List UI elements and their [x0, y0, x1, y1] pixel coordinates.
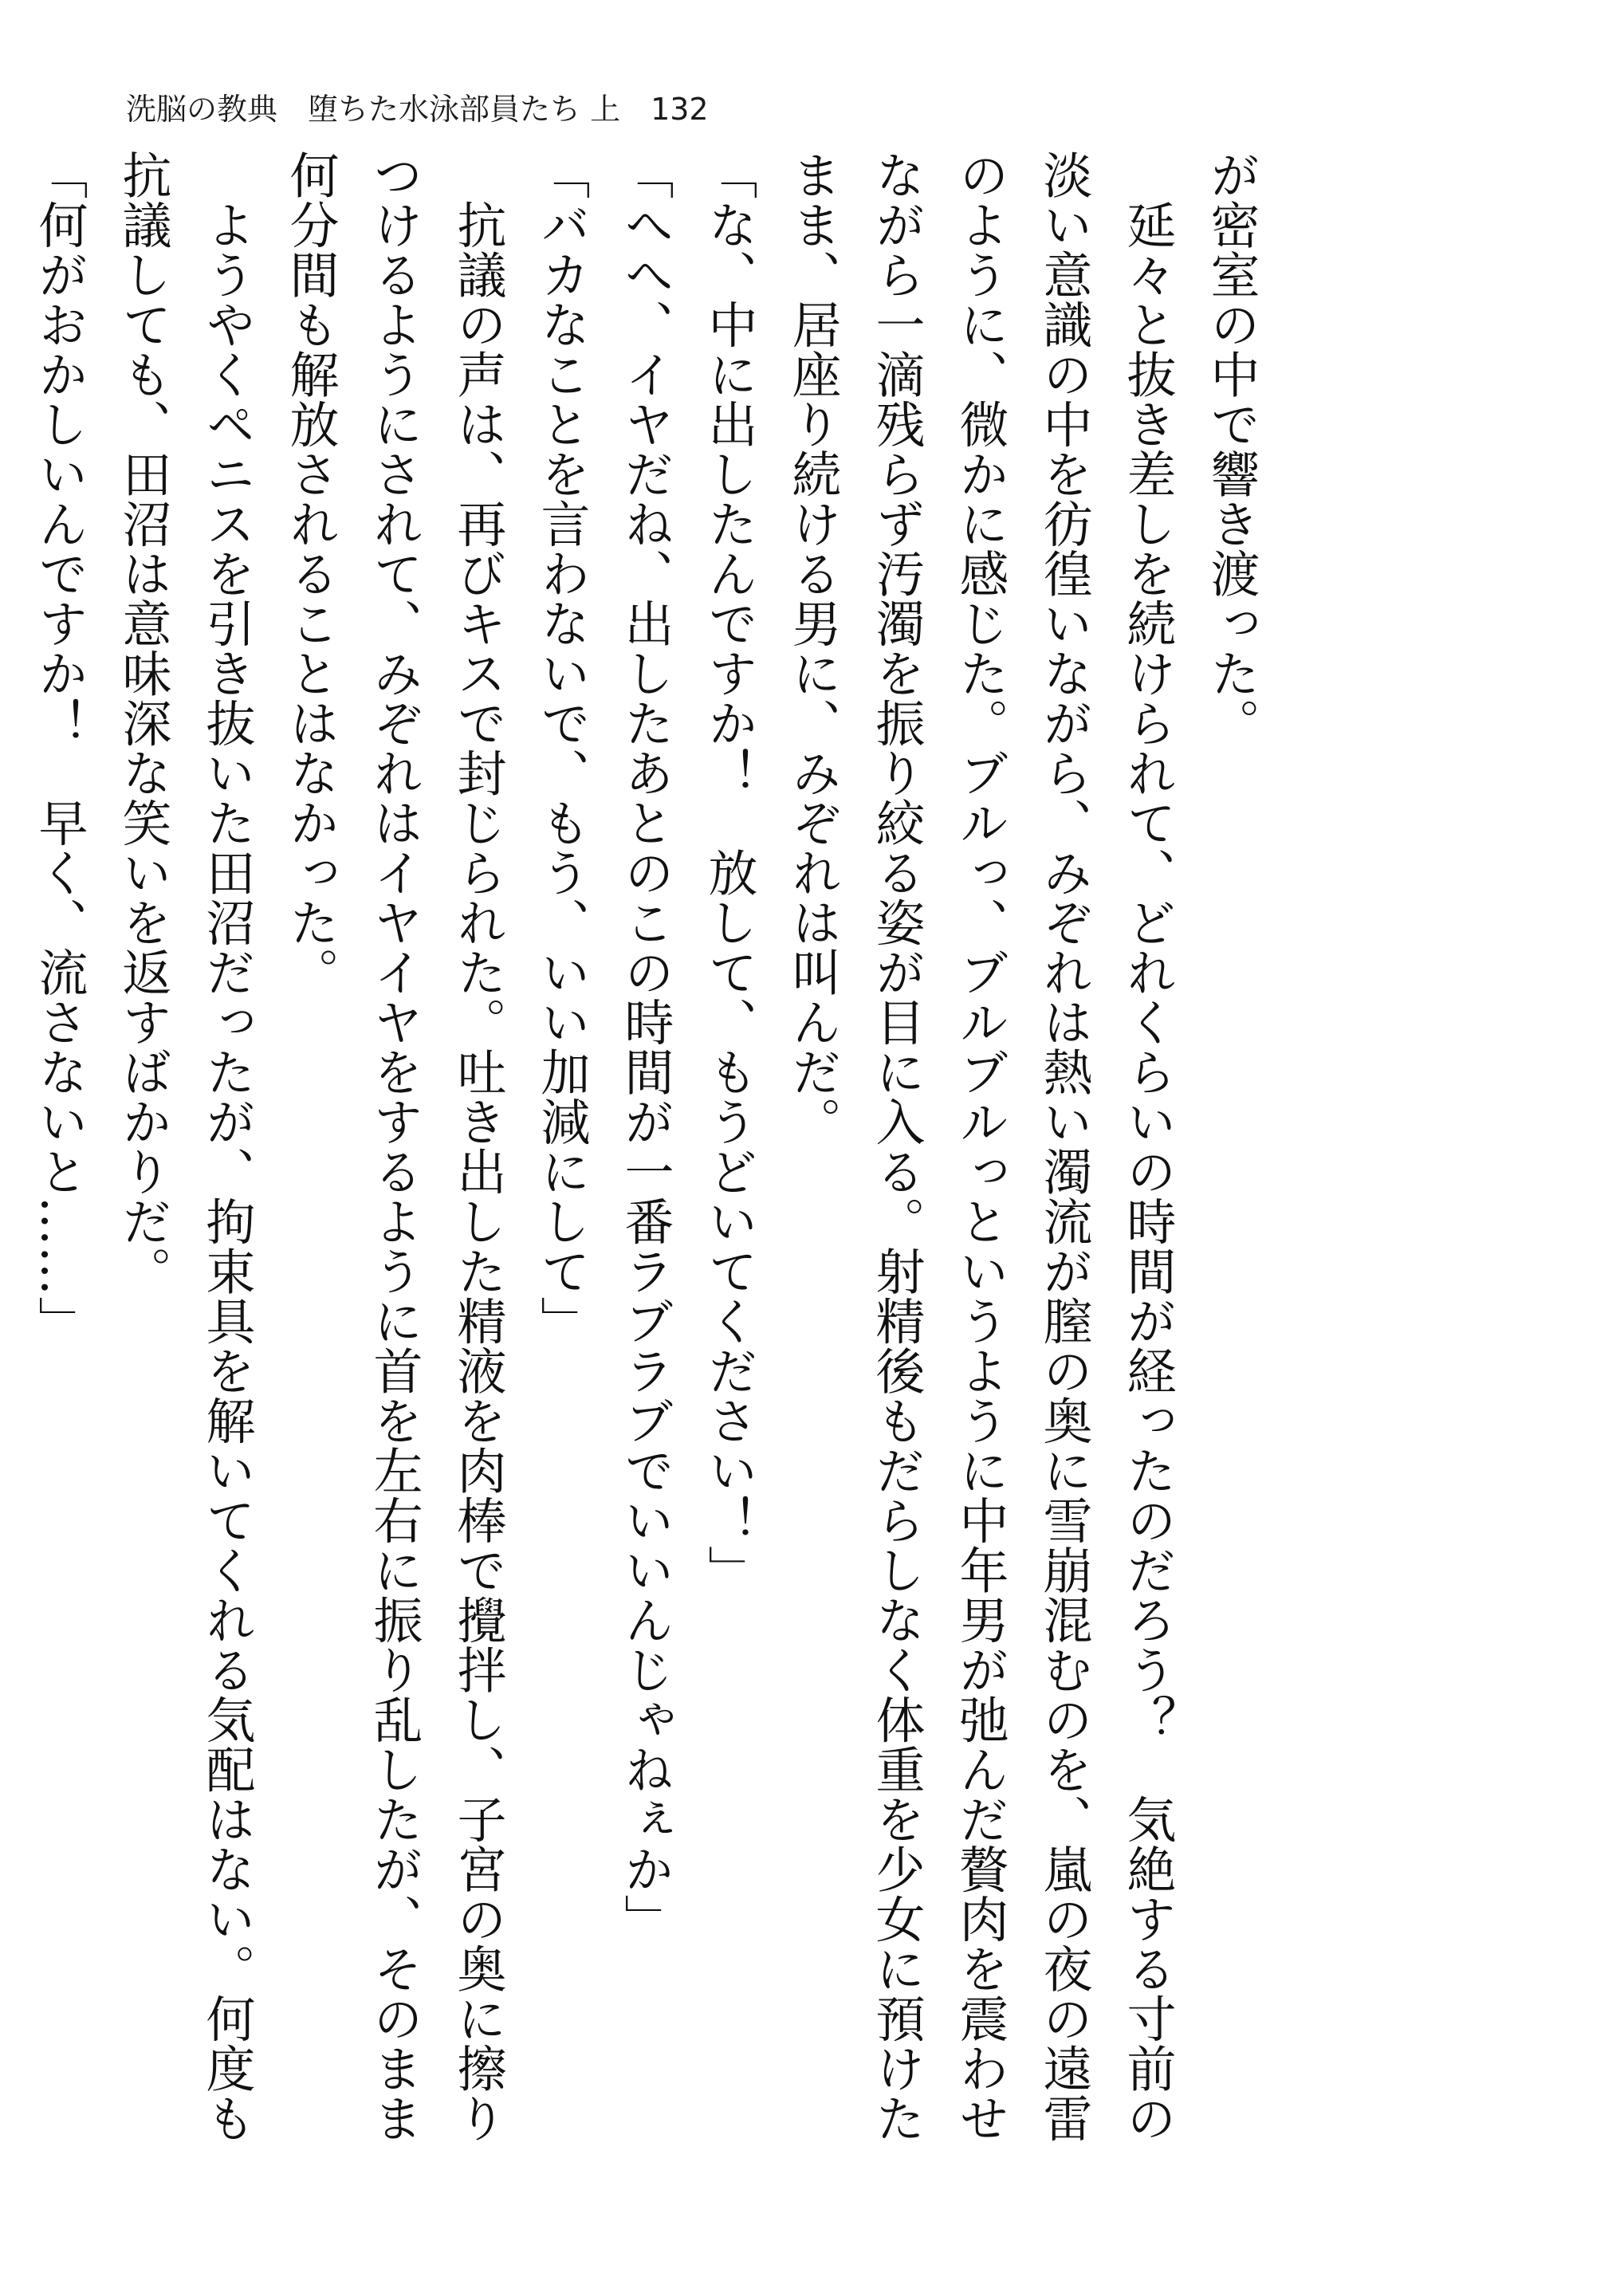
text-line: ながら一滴残らず汚濁を振り絞る姿が目に入る。射精後もだらしなく体重を少女に預けた [867, 150, 926, 2143]
text-line: 淡い意識の中を彷徨いながら、みぞれは熱い濁流が膣の奥に雪崩混むのを、嵐の夜の遠雷 [1035, 150, 1093, 2143]
text-line: 延々と抜き差しを続けられて、どれくらいの時間が経ったのだろう？ 気絶する寸前の [1119, 150, 1177, 2143]
text-line: が密室の中で響き渡った。 [1202, 150, 1260, 748]
text-line: 「な、中に出したんですか！ 放して、もうどいてください！」 [700, 150, 758, 1595]
text-line: 抗議の声は、再びキスで封じられた。吐き出した精液を肉棒で攪拌し、子宮の奥に擦り [449, 150, 507, 2143]
text-line: まま、居座り続ける男に、みぞれは叫んだ。 [784, 150, 842, 1146]
text-line: 「へへ、イヤだね、出したあとのこの時間が一番ラブラブでいいんじゃねぇか」 [616, 150, 674, 1944]
text-line: 「バカなことを言わないで、もう、いい加減にして」 [533, 150, 591, 1346]
novel-body-text [18, 150, 1273, 2143]
text-line: 何分間も解放されることはなかった。 [281, 150, 340, 997]
running-header: 洗脳の教典 堕ちた水泳部員たち 上 132 [126, 92, 709, 127]
text-line: つけるようにされて、みぞれはイヤイヤをするように首を左右に振り乱したが、そのまま [365, 150, 423, 2143]
text-line: のように、微かに感じた。ブルっ、ブルブルっというように中年男が弛んだ贅肉を震わせ [951, 150, 1009, 2143]
text-line: 「何がおかしいんですか！ 早く、流さないと……」 [30, 150, 88, 1346]
text-line: ようやくペニスを引き抜いた田沼だったが、拘束具を解いてくれる気配はない。何度も [198, 150, 256, 2143]
text-line: 抗議しても、田沼は意味深な笑いを返すばかりだ。 [114, 150, 172, 1296]
